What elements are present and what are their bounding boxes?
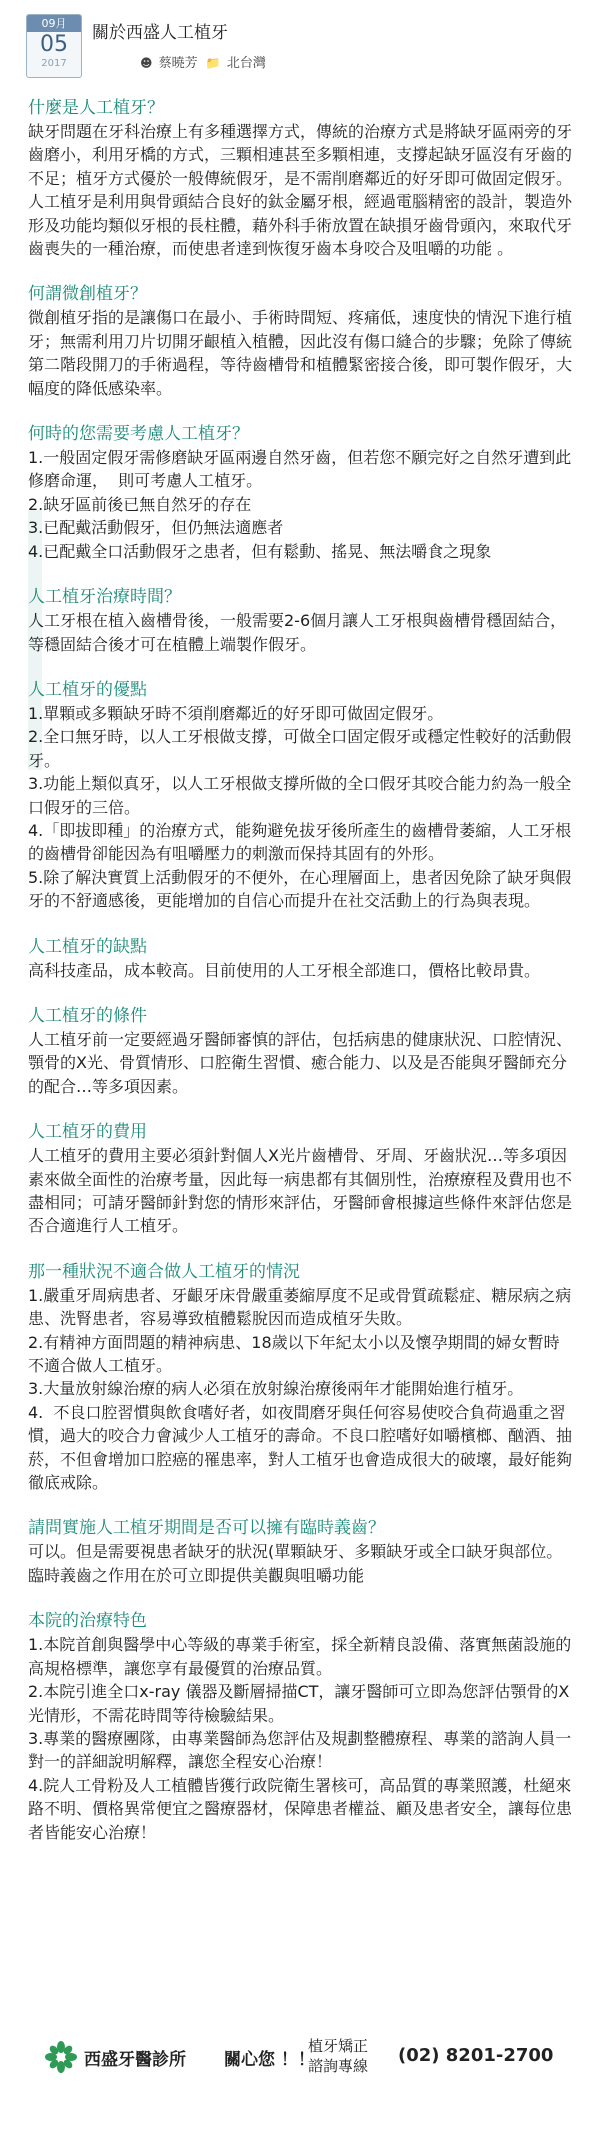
folder-icon: 📁 (205, 56, 221, 70)
date-day: 05 (40, 32, 68, 57)
section-text: 人工植牙前一定要經過牙醫師審慎的評估，包括病患的健康狀況、口腔情況、顎骨的X光、骨質情形、口腔衛生習慣、癒合能力、以及是否能與牙醫師充分的配合…等多項因素。 (28, 1029, 573, 1096)
consult-label (308, 2036, 368, 2076)
article-body (28, 96, 574, 1866)
care-text: 關心您 ！！ (224, 2050, 315, 2070)
section-text: 可以。但是需要視患者缺牙的狀況(單顆缺牙、多顆缺牙或全口缺牙與部位。臨時義齒之作用在於可立即提供美觀與咀嚼功能 (28, 1542, 563, 1585)
section-heading: 人工植牙的條件 (28, 1005, 147, 1026)
post-header (16, 14, 584, 84)
section (28, 1260, 574, 1495)
post-meta (140, 52, 266, 71)
section-text: 1.一般固定假牙需修磨缺牙區兩邊自然牙齒，但若您不願完好之自然牙遭到此修磨命運， 則可考慮人工植牙。 2.缺牙區前後已無自然牙的存在 3.已配戴活動假牙，但仍無法適應者 4.已配戴全口活動假牙之患者，但有鬆動、搖晃、無法嚼食之現象 (28, 448, 572, 561)
section (28, 1120, 574, 1238)
section (28, 422, 574, 563)
section-heading: 本院的治療特色 (28, 1611, 147, 1632)
section-heading: 那一種狀況不適合做人工植牙的情況 (28, 1261, 300, 1282)
section (28, 585, 574, 656)
date-month: 09月 (27, 15, 81, 32)
section-heading: 人工植牙的費用 (28, 1122, 147, 1143)
section (28, 935, 574, 982)
post-category[interactable]: 北台灣 (226, 56, 266, 71)
section-heading: 什麼是人工植牙？ (28, 98, 164, 118)
section-text: 高科技產品，成本較高。目前使用的人工牙根全部進口，價格比較昂貴。 (28, 960, 541, 980)
section-text: 微創植牙指的是讓傷口在最小、手術時間短、疼痛低，速度快的情況下進行植牙；無需利用刀片切開牙齦植入植體，因此沒有傷口縫合的步驟；免除了傳統第二階段開刀的手術過程，等待齒槽骨和植體緊密接合後，即可製作假牙，大幅度的降低感染率。 (28, 308, 573, 398)
footer-banner (0, 2030, 600, 2100)
user-icon: ☻ (140, 56, 153, 70)
consult-line-2: 諮詢專線 (308, 2057, 369, 2075)
section-text: 1.本院首創與醫學中心等級的專業手術室，採全新精良設備、落實無菌設施的高規格標準，讓您享有最優質的治療品質。 2.本院引進全口x-ray 儀器及斷層掃描CT，讓牙醫師可立即為您評估顎骨的X光情形，不需花時間等待檢驗結果。 3.專業的醫療團隊，由專業醫師為您評估及規劃整體療程、專業的諮詢人員一對一的詳細說明解釋，讓您全程安心治療！ 4.院人工骨粉及人工植體皆獲行政院衛生署核可，高品質的專業照護，杜絕來路不明、價格異常便宜之醫療器材，保障患者權益、顧及患者安全，讓每位患者皆能安心治療！ (28, 1635, 573, 1842)
section (28, 678, 574, 913)
section-heading: 人工植牙的缺點 (28, 936, 147, 957)
date-badge (26, 14, 82, 78)
date-year: 2017 (41, 58, 67, 69)
consult-line-1: 植牙矯正 (308, 2037, 369, 2055)
section-heading: 人工植牙的優點 (28, 679, 147, 700)
section (28, 96, 574, 260)
section (28, 1004, 574, 1098)
clinic-name: 西盛牙醫診所 (84, 2050, 186, 2070)
section-text: 1.單顆或多顆缺牙時不須削磨鄰近的好牙即可做固定假牙。 2.全口無牙時，以人工牙根做支撐，可做全口固定假牙或穩定性較好的活動假牙。 3.功能上類似真牙，以人工牙根做支撐所做的全口假牙其咬合能力約為一般全口假牙的三倍。 4.「即拔即種」的治療方式，能夠避免拔牙後所產生的齒槽骨萎縮，人工牙根的齒槽骨卻能因為有咀嚼壓力的刺激而保持其固有的外形。 5.除了解決實質上活動假牙的不便外，在心理層面上，患者因免除了缺牙與假牙的不舒適感後，更能增加的自信心而提升在社交活動上的行為與表現。 (28, 703, 572, 911)
section-heading: 人工植牙治療時間？ (28, 587, 181, 608)
section-text: 人工牙根在植入齒槽骨後，一般需要2-6個月讓人工牙根與齒槽骨穩固結合，等穩固結合後才可在植體上端製作假牙。 (28, 611, 567, 654)
phone-number[interactable]: (02) 8201-2700 (398, 2045, 554, 2066)
section (28, 282, 574, 400)
section-heading: 何謂微創植牙？ (28, 284, 147, 305)
post-author[interactable]: 蔡曉芳 (158, 56, 198, 71)
section (28, 1609, 574, 1844)
clinic-logo-icon (44, 2040, 78, 2074)
section-heading: 請問實施人工植牙期間是否可以擁有臨時義齒？ (28, 1518, 385, 1539)
section-text: 缺牙問題在牙科治療上有多種選擇方式，傳統的治療方式是將缺牙區兩旁的牙齒磨小，利用牙橋的方式，三顆相連甚至多顆相連，支撐起缺牙區沒有牙齒的不足；植牙方式優於一般傳統假牙，是不需削磨鄰近的好牙即可做固定假牙。人工植牙是利用與骨頭結合良好的鈦金屬牙根，經過電腦精密的設計，製造外形及功能均類似牙根的長柱體，藉外科手術放置在缺損牙齒骨頭內，來取代牙齒喪失的一種治療，而使患者達到恢復牙齒本身咬合及咀嚼的功能 。 (28, 122, 573, 259)
section-text: 1.嚴重牙周病患者、牙齦牙床骨嚴重萎縮厚度不足或骨質疏鬆症、糖尿病之病患、洗腎患者，容易導致植體鬆脫因而造成植牙失敗。 2.有精神方面問題的精神病患、18歲以下年紀太小以及懷孕期間的婦女暫時不適合做人工植牙。 3.大量放射線治療的病人必須在放射線治療後兩年才能開始進行植牙。 4. 不良口腔習慣與飲食嗜好者，如夜間磨牙與任何容易使咬合負荷過重之習慣，過大的咬合力會減少人工植牙的壽命。不良口腔嗜好如嚼檳榔、酗酒、抽菸，不但會增加口腔癌的罹患率，對人工植牙也會造成很大的破壞，最好能夠徹底戒除。 (28, 1285, 573, 1493)
section-heading: 何時的您需要考慮人工植牙？ (28, 424, 249, 445)
section (28, 1516, 574, 1587)
post-title: 關於西盛人工植牙 (92, 23, 228, 43)
section-text: 人工植牙的費用主要必須針對個人X光片齒槽骨、牙周、牙齒狀況…等多項因素來做全面性的治療考量，因此每一病患都有其個別性，治療療程及費用也不盡相同；可請牙醫師針對您的情形來評估，牙醫師會根據這些條件來評估您是否合適進行人工植牙。 (28, 1146, 573, 1236)
